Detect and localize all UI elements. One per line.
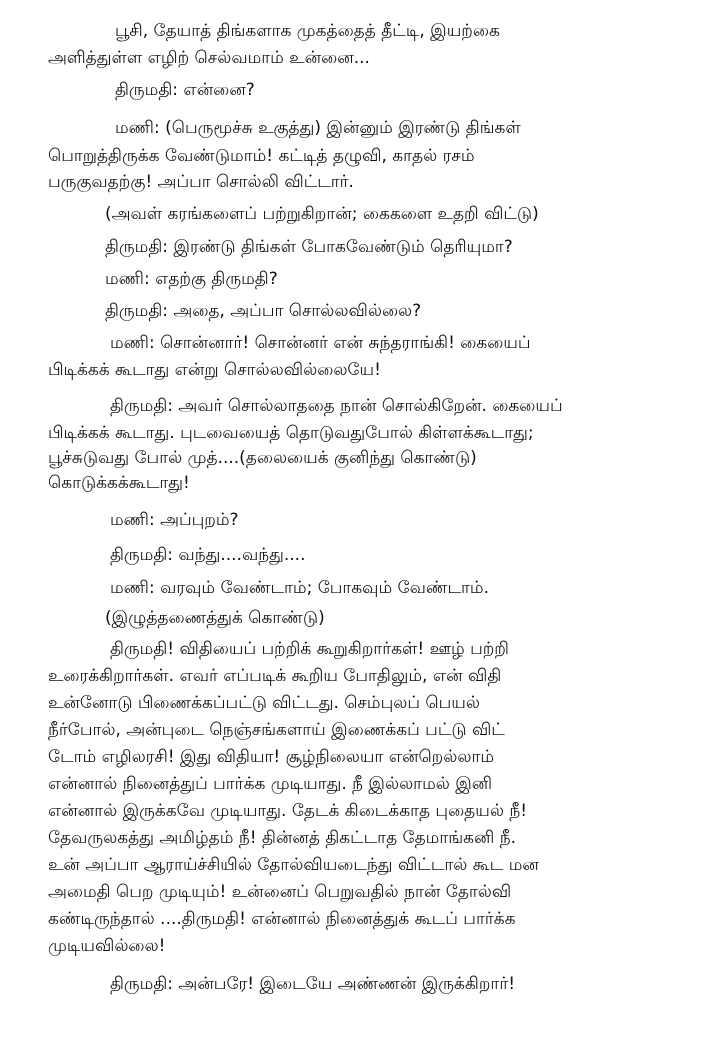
text-line: என்னால் நினைத்துப் பார்க்க முடியாது. நீ இல்லாமல் இனி — [48, 774, 493, 794]
dialogue-line: மணி: (பெருமூச்சு உகுத்து) இன்னும் இரண்டு திங்கள் — [115, 118, 521, 138]
dialogue-line: திருமதி: அவர் சொல்லாததை நான் சொல்கிறேன். கையைப் — [110, 396, 563, 416]
text-line: பிடிக்கக் கூடாது என்று சொல்லவில்லையே! — [48, 360, 381, 380]
dialogue-line: மணி: சொன்னார்! சொன்னர் என் சுந்தராங்கி! கையைப் — [110, 333, 531, 353]
text-line: பூசி, தேயாத் திங்களாக முகத்தைத் தீட்டி, இயற்கை — [115, 21, 500, 41]
text-line: அமைதி பெற முடியும்! உன்னைப் பெறுவதில் நான் தோல்வி — [48, 882, 512, 902]
text-line: பொறுத்திருக்க வேண்டுமாம்! கட்டித் தழுவி, காதல் ரசம் — [48, 146, 475, 166]
stage-direction: (இழுத்தணைத்துக் கொண்டு) — [105, 608, 325, 628]
text-line: கண்டிருந்தால் ....திருமதி! என்னால் நினைத்துக் கூடப் பார்க்க — [48, 909, 516, 929]
text-line: கொடுக்கக்கூடாது! — [48, 473, 190, 493]
dialogue-line: திருமதி: என்னை? — [115, 80, 255, 100]
dialogue-line: மணி: எதற்கு திருமதி? — [105, 269, 278, 289]
dialogue-line: திருமதி: இரண்டு திங்கள் போகவேண்டும் தெரியுமா? — [105, 237, 513, 257]
dialogue-line: மணி: வரவும் வேண்டாம்; போகவும் வேண்டாம். — [110, 578, 489, 598]
text-line: என்னால் இருக்கவே முடியாது. தேடக் கிடைக்காத புதையல் நீ! — [48, 801, 528, 821]
dialogue-line: திருமதி! விதியைப் பற்றிக் கூறுகிறார்கள்! ஊழ் பற்றி — [110, 639, 509, 659]
dialogue-line: மணி: அப்புறம்? — [110, 510, 239, 530]
text-line: டோம் எழிலரசி! இது விதியா! சூழ்நிலையா என்றெல்லாம் — [48, 747, 495, 767]
text-line: உன் அப்பா ஆராய்ச்சியில் தோல்வியடைந்து விட்டால் கூட மன — [48, 855, 539, 875]
text-line: உன்னோடு பிணைக்கப்பட்டு விட்டது. செம்புலப் பெயல் — [48, 693, 480, 713]
text-line: நீர்போல், அன்புடை நெஞ்சங்களாய் இணைக்கப் பட்டு விட் — [48, 720, 505, 740]
text-line: பிடிக்கக் கூடாது. புடவையைத் தொடுவதுபோல் கிள்ளக்கூடாது; — [48, 423, 534, 443]
stage-direction: (அவள் கரங்களைப் பற்றுகிறான்; கைகளை உதறி விட்டு) — [105, 204, 539, 224]
text-line: தேவருலகத்து அமிழ்தம் நீ! தின்னத் திகட்டாத தேமாங்கனி நீ. — [48, 828, 517, 848]
dialogue-line: திருமதி: அன்பரே! இடையே அண்ணன் இருக்கிறார்! — [110, 974, 516, 994]
text-line: பருகுவதற்கு! அப்பா சொல்லி விட்டார். — [48, 172, 354, 192]
text-line: அளித்துள்ள எழிற் செல்வமாம் உன்னை... — [48, 48, 370, 68]
dialogue-line: திருமதி: வந்து....வந்து.... — [110, 545, 306, 565]
text-line: முடியவில்லை! — [48, 936, 166, 956]
text-line: பூச்சுடுவது போல் முத்....(தலையைக் குனிந்து கொண்டு) — [48, 448, 477, 468]
text-line: உரைக்கிறார்கள். எவர் எப்படிக் கூறிய போதிலும், என் விதி — [48, 666, 502, 686]
dialogue-line: திருமதி: அதை, அப்பா சொல்லவில்லை? — [105, 301, 422, 321]
